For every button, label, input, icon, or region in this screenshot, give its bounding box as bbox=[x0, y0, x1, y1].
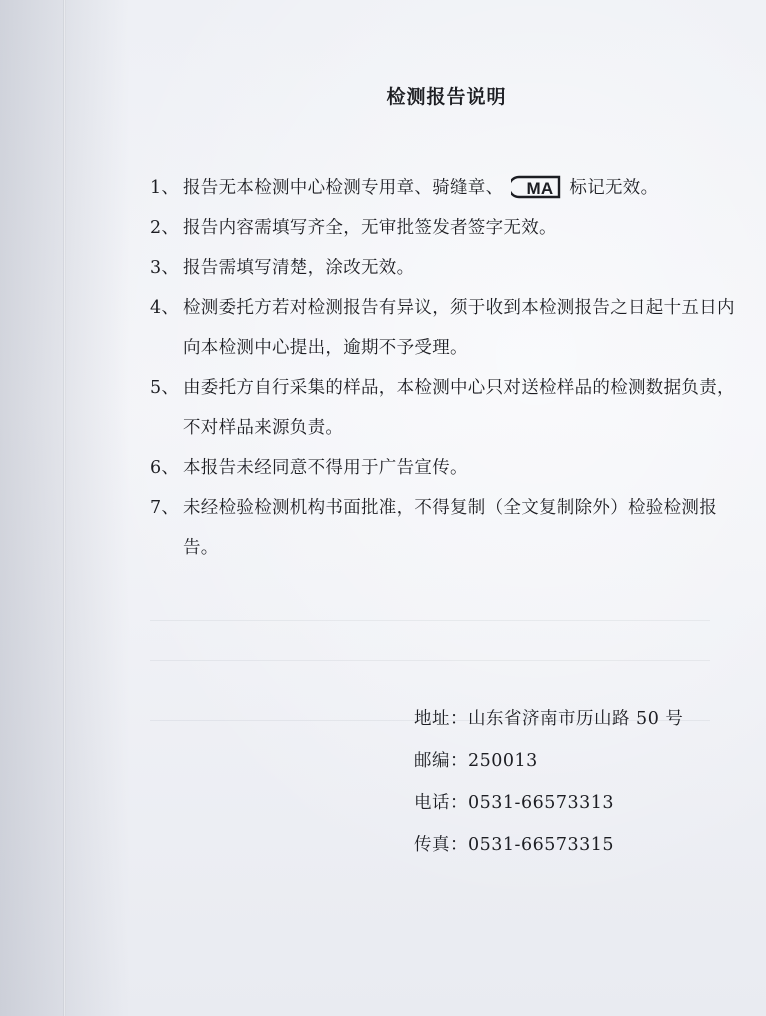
address-label: 地址： bbox=[414, 709, 468, 729]
item-number: 6、 bbox=[150, 458, 180, 478]
list-item bbox=[150, 168, 750, 208]
item-text: 未经检验检测机构书面批准，不得复制（全文复制除外）检验检测报告。 bbox=[183, 498, 717, 558]
notice-list bbox=[150, 168, 750, 568]
list-item bbox=[150, 368, 750, 448]
cma-logo-icon bbox=[511, 174, 563, 200]
item-text: 报告无本检测中心检测专用章、骑缝章、 bbox=[183, 178, 504, 198]
list-item bbox=[150, 208, 750, 248]
show-through-line bbox=[150, 660, 710, 661]
contact-block bbox=[414, 698, 683, 866]
phone-row bbox=[414, 782, 683, 824]
item-number: 2、 bbox=[150, 218, 180, 238]
list-item bbox=[150, 248, 750, 288]
address-value: 山东省济南市历山路 50 号 bbox=[468, 709, 684, 729]
item-text: 报告内容需填写齐全，无审批签发者签字无效。 bbox=[183, 218, 557, 238]
item-number: 5、 bbox=[150, 378, 180, 398]
cma-logo-text: MA bbox=[526, 178, 554, 198]
item-text: 检测委托方若对检测报告有异议，须于收到本检测报告之日起十五日内向本检测中心提出，逾期不予受理。 bbox=[183, 298, 735, 358]
postcode-label: 邮编： bbox=[414, 751, 468, 771]
item-number: 7、 bbox=[150, 498, 180, 518]
fax-label: 传真： bbox=[414, 835, 468, 855]
item-number: 1、 bbox=[150, 178, 180, 198]
list-item bbox=[150, 288, 750, 368]
item-text: 标记无效。 bbox=[569, 178, 659, 198]
list-item bbox=[150, 488, 750, 568]
postcode-row bbox=[414, 740, 683, 782]
show-through-line bbox=[150, 620, 710, 621]
phone-label: 电话： bbox=[414, 793, 468, 813]
page-fold bbox=[63, 0, 66, 1016]
fax-value: 0531-66573315 bbox=[468, 835, 615, 855]
item-text: 本报告未经同意不得用于广告宣传。 bbox=[183, 458, 468, 478]
page-title: 检测报告说明 bbox=[386, 86, 507, 108]
item-text: 报告需填写清楚，涂改无效。 bbox=[183, 258, 415, 278]
phone-value: 0531-66573313 bbox=[468, 793, 615, 813]
address-row bbox=[414, 698, 683, 740]
postcode-value: 250013 bbox=[468, 751, 538, 771]
fax-row bbox=[414, 824, 683, 866]
item-number: 4、 bbox=[150, 298, 180, 318]
item-number: 3、 bbox=[150, 258, 180, 278]
item-text: 由委托方自行采集的样品，本检测中心只对送检样品的检测数据负责，不对样品来源负责。 bbox=[183, 378, 735, 438]
list-item bbox=[150, 448, 750, 488]
